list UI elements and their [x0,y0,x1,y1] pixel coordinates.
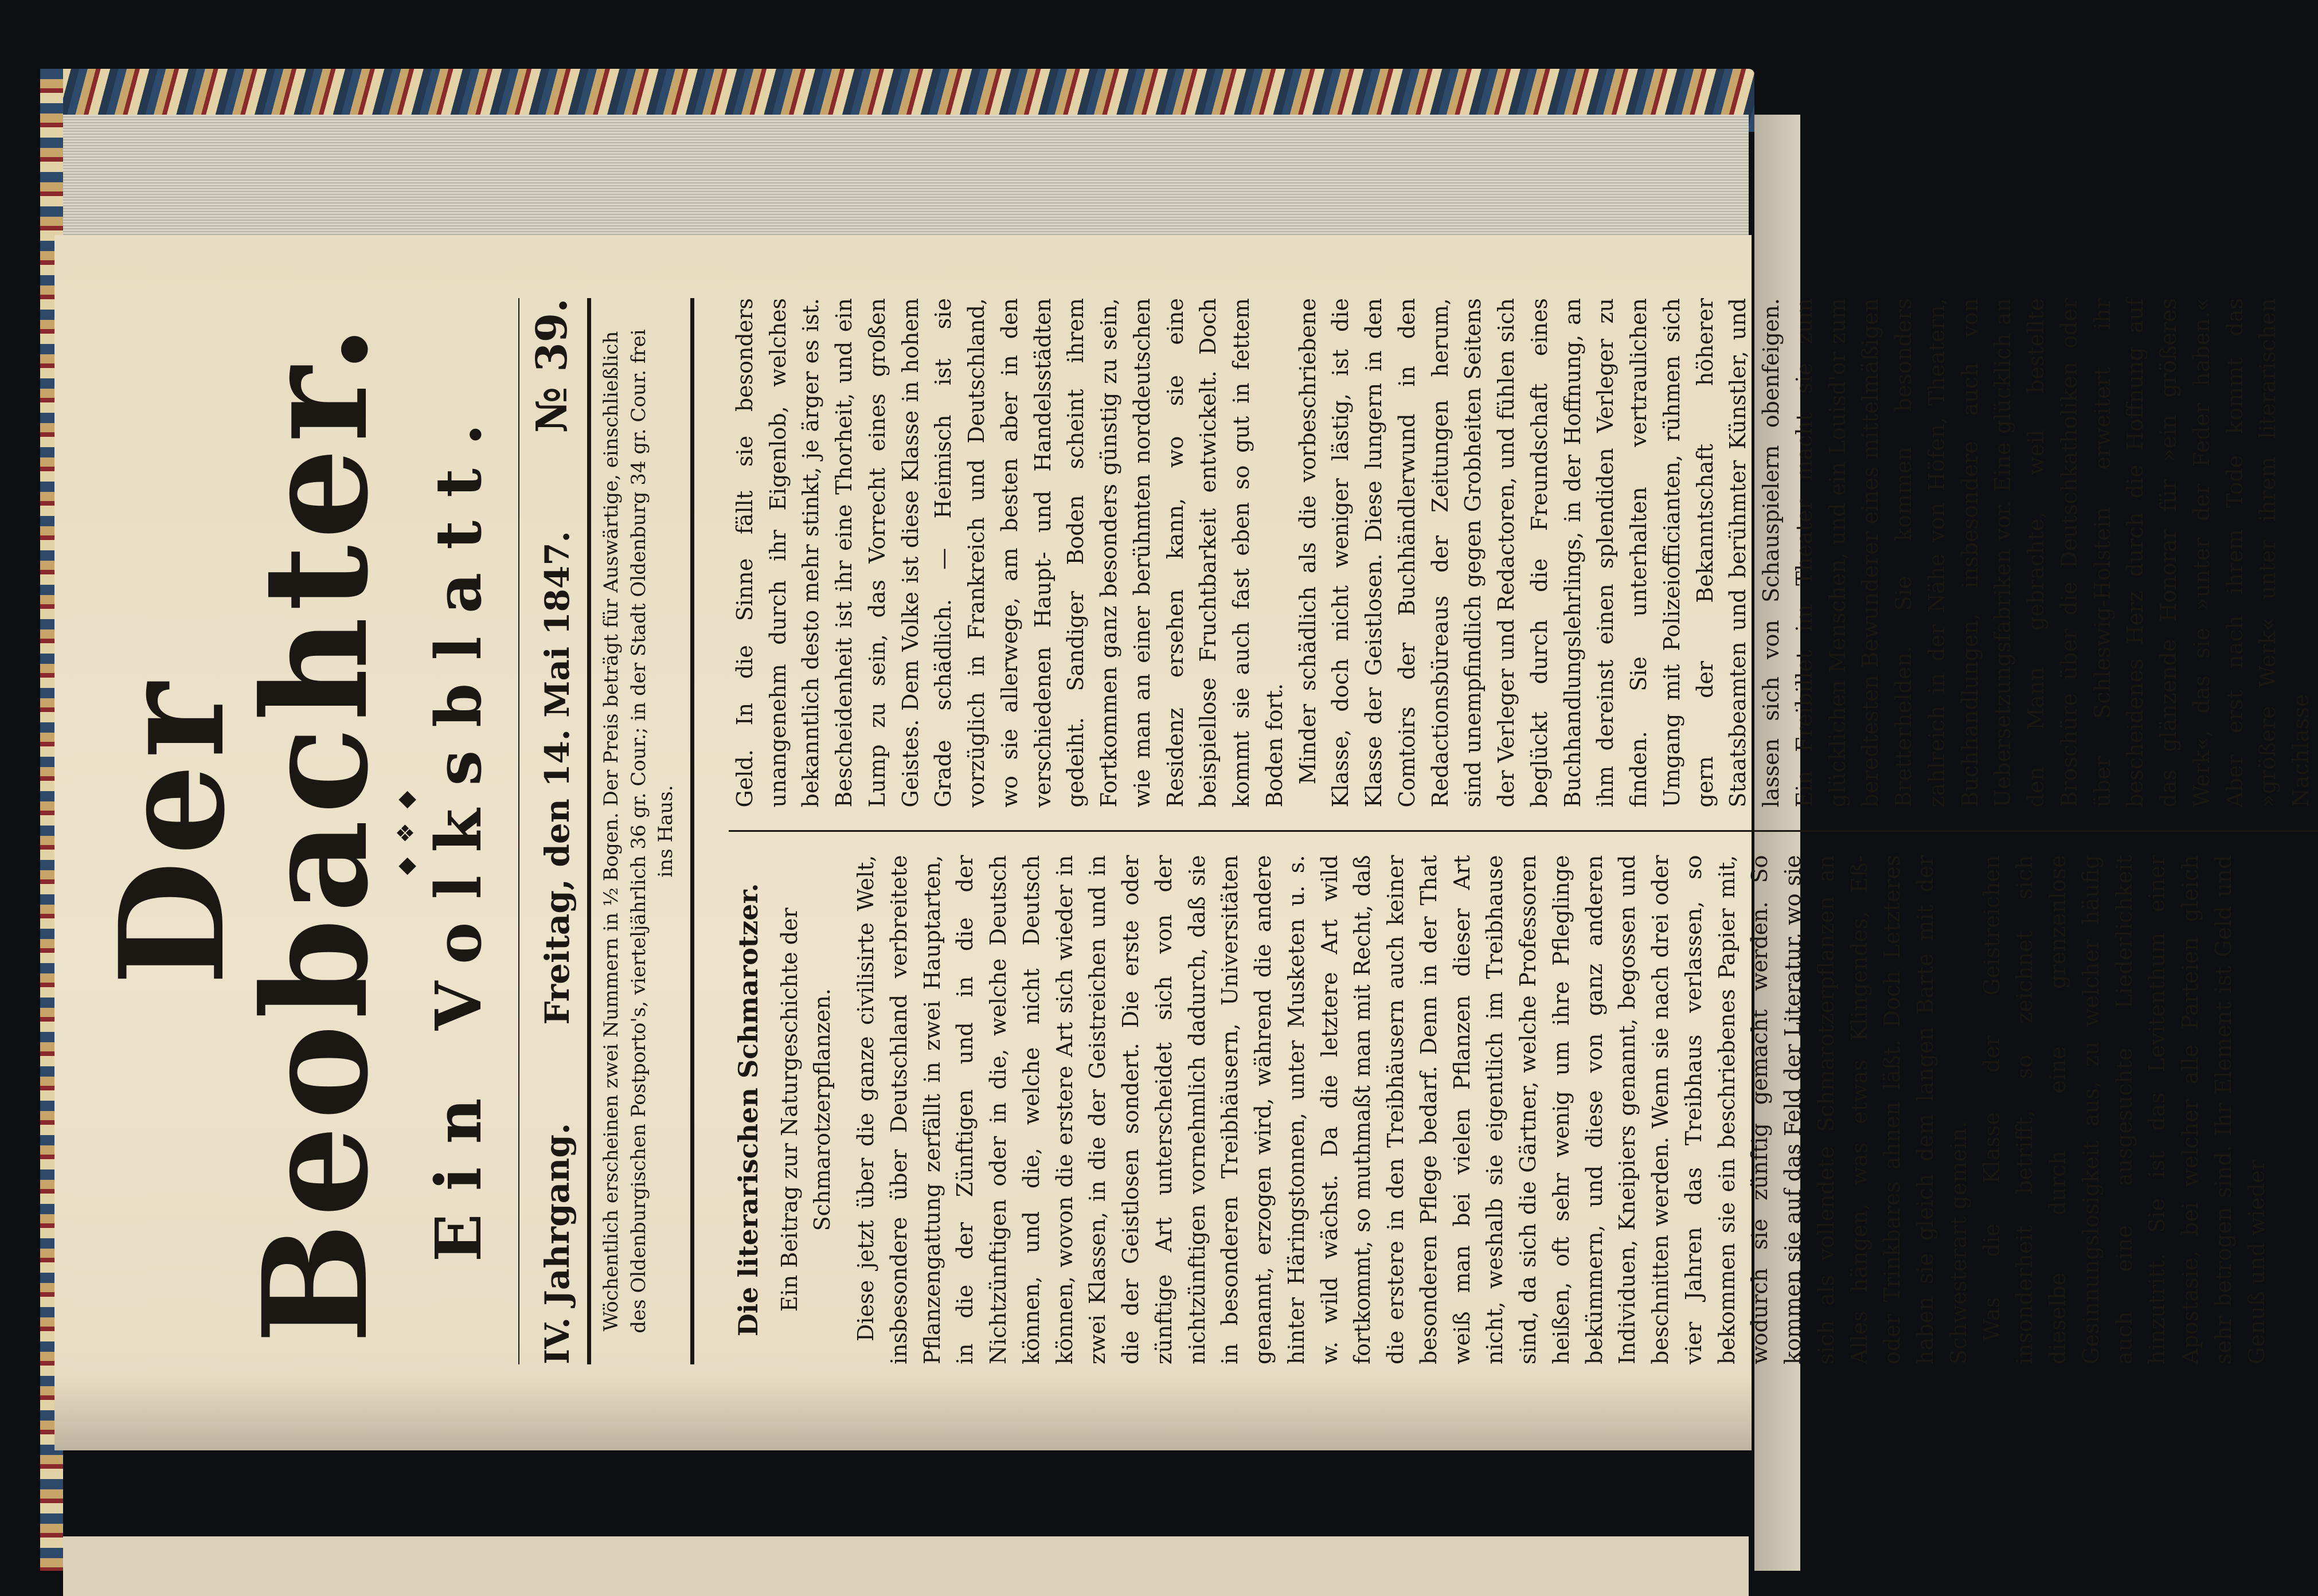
paragraph: Geld. In die Sinne fällt sie besonders unangenehm durch ihr Eigenlob, welches bekanntlich desto mehr stinkt, je ärger es ist. Bescheidenheit ist ihr eine Thorheit, und ein Lump zu sein, das Vorrecht eines großen Geistes. Dem Volke ist diese Klasse in hohem Grade schädlich. — Heimisch ist sie vorzüglich in Frankreich und Deutschland, wo sie allerwege, am besten aber in den verschiedenen Haupt- und Handelsstädten gedeiht. Sandiger Boden scheint ihrem Fortkommen ganz besonders günstig zu sein, wie man an einer berühmten norddeutschen Residenz ersehen kann, wo sie eine beispiellose Fruchtbarkeit entwickelt. Doch kommt sie auch fast eben so gut in fettem Boden fort. [732,298,1287,808]
volume-label: IV. Jahrgang. [538,1122,577,1364]
issue-number: № 39. [527,298,577,433]
column-left [729,855,2318,1365]
masthead-subtitle: Ein Volksblatt. [421,400,495,1262]
masthead-ornament: ◆ ❖ ◆ [393,787,419,875]
article-columns [729,298,2318,1364]
article-subtitle: Ein Beitrag zur Naturgeschichte der Schmarotzerpflanzen. [776,907,835,1312]
masthead-title: Der Beobachter. [88,318,400,1344]
paragraph: Minder schädlich als die vorbeschriebene Klasse, doch nicht weniger lästig, ist die Klasse der Geistlosen. Diese lungern in den Comtoirs der Buchhändlerwund in den Redactionsbüreaus der Zeitungen herum, sind unempfindlich gegen Grobheiten Seitens der Verleger und Redactoren, und fühlen sich beglückt durch die Freundschaft eines Buchhandlungslehrlings, in der Hoffnung, an ihm dereinst einen splendiden Verleger zu finden. Sie unterhalten vertraulichen Umgang mit Polizeiofficianten, rühmen sich gern der Bekanntschaft höherer Staatsbeamten und berühmter Künstler, und lassen sich von Schauspielern obenfeigen. Ein Freibillet im Theater macht sie zum glücklichen Menschen, und ein Louisd'or zum beredtesten Bewunderer eines mittelmäßigen Bretterhelden. Sie kommen besonders zahlreich in der Nähe von Höfen, Theatern, Buchhandlungen, insbesondere auch von Uebersetzungsfabriken vor. Eine glücklich an den Mann gebrachte, weil bestellte Broschüre über die Deutschkatholiken oder über Schleswig-Holstein erweitert ihr bescheidenes Herz durch die Hoffnung auf das glänzende Honorar für »ein größeres Werk«, das sie »unter der Feder haben.« Aber erst nach ihrem Tode kommt das »größere Werk« unter ihrem literarischen Nachlasse [1295,298,2314,808]
article-title: Die literarischen Schmarotzer. [732,883,764,1337]
dateline [522,298,585,1364]
gutter-shadow [54,1376,1752,1450]
lower-page-edge [63,1536,1749,1596]
paragraph: Was die Klasse der Geistreichen insonderheit betrifft, so zeichnet sich dieselbe durch eine grenzenlose Gesinnungslosigkeit aus, zu welcher häufig auch eine ausgesuchte Liederlichkeit hinzutritt. Sie ist das Levitenthum einer Apostasie, bei welcher alle Parteien gleich sehr betrogen sind. Ihr Element ist Geld und Genuß und wieder [1979,855,2269,1364]
paragraph: Diese jetzt über die ganze civilisirte Welt, insbesondere über Deutschland verbreitete Pflanzengattung zerfällt in zwei Hauptarten, in die der Zünftigen und in die der Nichtzünftigen oder in die, welche Deutsch können, und die, welche nicht Deutsch können, wovon die erstere Art sich wieder in zwei Klassen, in die der Geistreichen und in die der Geistlosen sondert. Die erste oder zünftige Art unterscheidet sich von der nichtzünftigen vornehmlich dadurch, daß sie in besonderen Treibhäusern, Universitäten genannt, erzogen wird, während die andere hinter Häringstonnen, unter Musketen u. s. w. wild wächst. Da die letztere Art wild fortkommt, so muthmaßt man mit Recht, daß die erstere in den Treibhäusern auch keiner besonderen Pflege bedarf. Denn in der That weiß man bei vielen Pflanzen dieser Art nicht, weshalb sie eigentlich im Treibhause sind, da sich die Gärtner, welche Professoren heißen, oft sehr wenig um ihre Pfleglinge bekümmern, und diese von ganz anderen Individuen, Kneipiers genannt, begossen und beschnitten werden. Wenn sie nach drei oder vier Jahren das Treibhaus verlassen, so bekommen sie ein beschriebenes Papier mit, wodurch sie zünftig gemacht werden. So kommen sie auf das Feld der Literatur, wo sie sich als vollendete Schmarotzerpflanzen an Alles hängen, was etwas Klingendes, Eß- oder Trinkbares ahnen läßt. Doch Letzteres haben sie gleich dem langen Barte mit der Schwesterart gemein. [853,855,1971,1364]
issue-date: Freitag, den 14. Mai 1847. [538,531,577,1025]
rule-top [518,298,519,1364]
rule-thick [587,298,591,1364]
newspaper-page [54,235,2314,1450]
column-divider [729,831,2318,832]
price-note: Wöchentlich erscheinen zwei Nummern in ½ Bogen. Der Preis beträgt für Auswärtige, einschließlich des Oldenburgischen Postporto's, vierteljährlich 36 gr. Cour.; in der Stadt Oldenburg 34 gr. Cour. frei ins Haus. [600,329,678,1333]
column-right [729,298,2318,808]
rule-thick-bottom [690,298,694,1364]
page-block-edges [63,115,1749,237]
